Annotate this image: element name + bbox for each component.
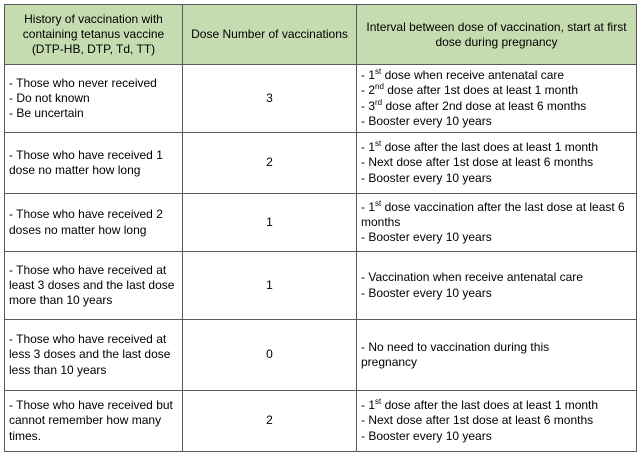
history-line: - Those who have received 1 dose no matter how long (9, 147, 163, 177)
interval-line: - Vaccination when receive antenatal care (361, 270, 583, 285)
history-cell (5, 133, 183, 194)
history-line: - Those who never received (9, 75, 157, 90)
interval-cell (357, 252, 637, 320)
vaccination-table-container (4, 4, 637, 452)
history-cell (5, 65, 183, 133)
history-line: - Those who have received at less 3 doses and the last dose less than 10 years (9, 332, 171, 377)
header-interval: Interval between dose of vaccination, start at first dose during pregnancy (357, 5, 637, 65)
history-cell (5, 252, 183, 320)
interval-line: - Booster every 10 years (361, 170, 492, 185)
interval-line: - 1st dose vaccination after the last dose at least 6 months (361, 198, 625, 229)
header-dose-number: Dose Number of vaccinations (183, 5, 357, 65)
interval-line: - 1st dose after the last does at least 1 month (361, 397, 599, 413)
dose-cell: 2 (183, 133, 357, 194)
table-row (5, 133, 637, 194)
interval-line: - 1st dose when receive antenatal care (361, 66, 565, 82)
table-row (5, 320, 637, 391)
interval-line: - Booster every 10 years (361, 230, 492, 245)
table-row (5, 194, 637, 252)
dose-cell: 3 (183, 65, 357, 133)
history-cell (5, 320, 183, 391)
table-row (5, 252, 637, 320)
table-row (5, 65, 637, 133)
interval-line: - 1st dose after the last does at least 1 month (361, 139, 599, 155)
history-line: - Those who have received but cannot remember how many times. (9, 398, 173, 443)
interval-line: - No need to vaccination during this pregnancy (361, 339, 550, 369)
history-line: - Be uncertain (9, 106, 84, 121)
dose-cell: 1 (183, 252, 357, 320)
header-history: History of vaccination with containing tetanus vaccine (DTP-HB, DTP, Td, TT) (5, 5, 183, 65)
interval-cell (357, 65, 637, 133)
dose-cell: 2 (183, 391, 357, 452)
interval-cell (357, 391, 637, 452)
vaccination-table (4, 4, 637, 452)
interval-line: - Booster every 10 years (361, 285, 492, 300)
table-row (5, 391, 637, 452)
history-line: - Those who have received at least 3 doses and the last dose more than 10 years (9, 262, 175, 308)
history-line: - Do not known (9, 90, 90, 105)
interval-line: - Booster every 10 years (361, 428, 492, 443)
history-cell (5, 194, 183, 252)
interval-cell (357, 320, 637, 391)
dose-cell: 1 (183, 194, 357, 252)
interval-line: - 3rd dose after 2nd dose at least 6 months (361, 97, 587, 113)
history-cell (5, 391, 183, 452)
interval-cell (357, 194, 637, 252)
interval-line: - Next dose after 1st dose at least 6 months (361, 155, 594, 170)
interval-line: - Next dose after 1st dose at least 6 months (361, 413, 594, 428)
dose-cell: 0 (183, 320, 357, 391)
header-row (5, 5, 637, 65)
interval-cell (357, 133, 637, 194)
interval-line: - Booster every 10 years (361, 113, 492, 128)
history-line: - Those who have received 2 doses no matter how long (9, 207, 163, 237)
interval-line: - 2nd dose after 1st does at least 1 month (361, 82, 579, 98)
